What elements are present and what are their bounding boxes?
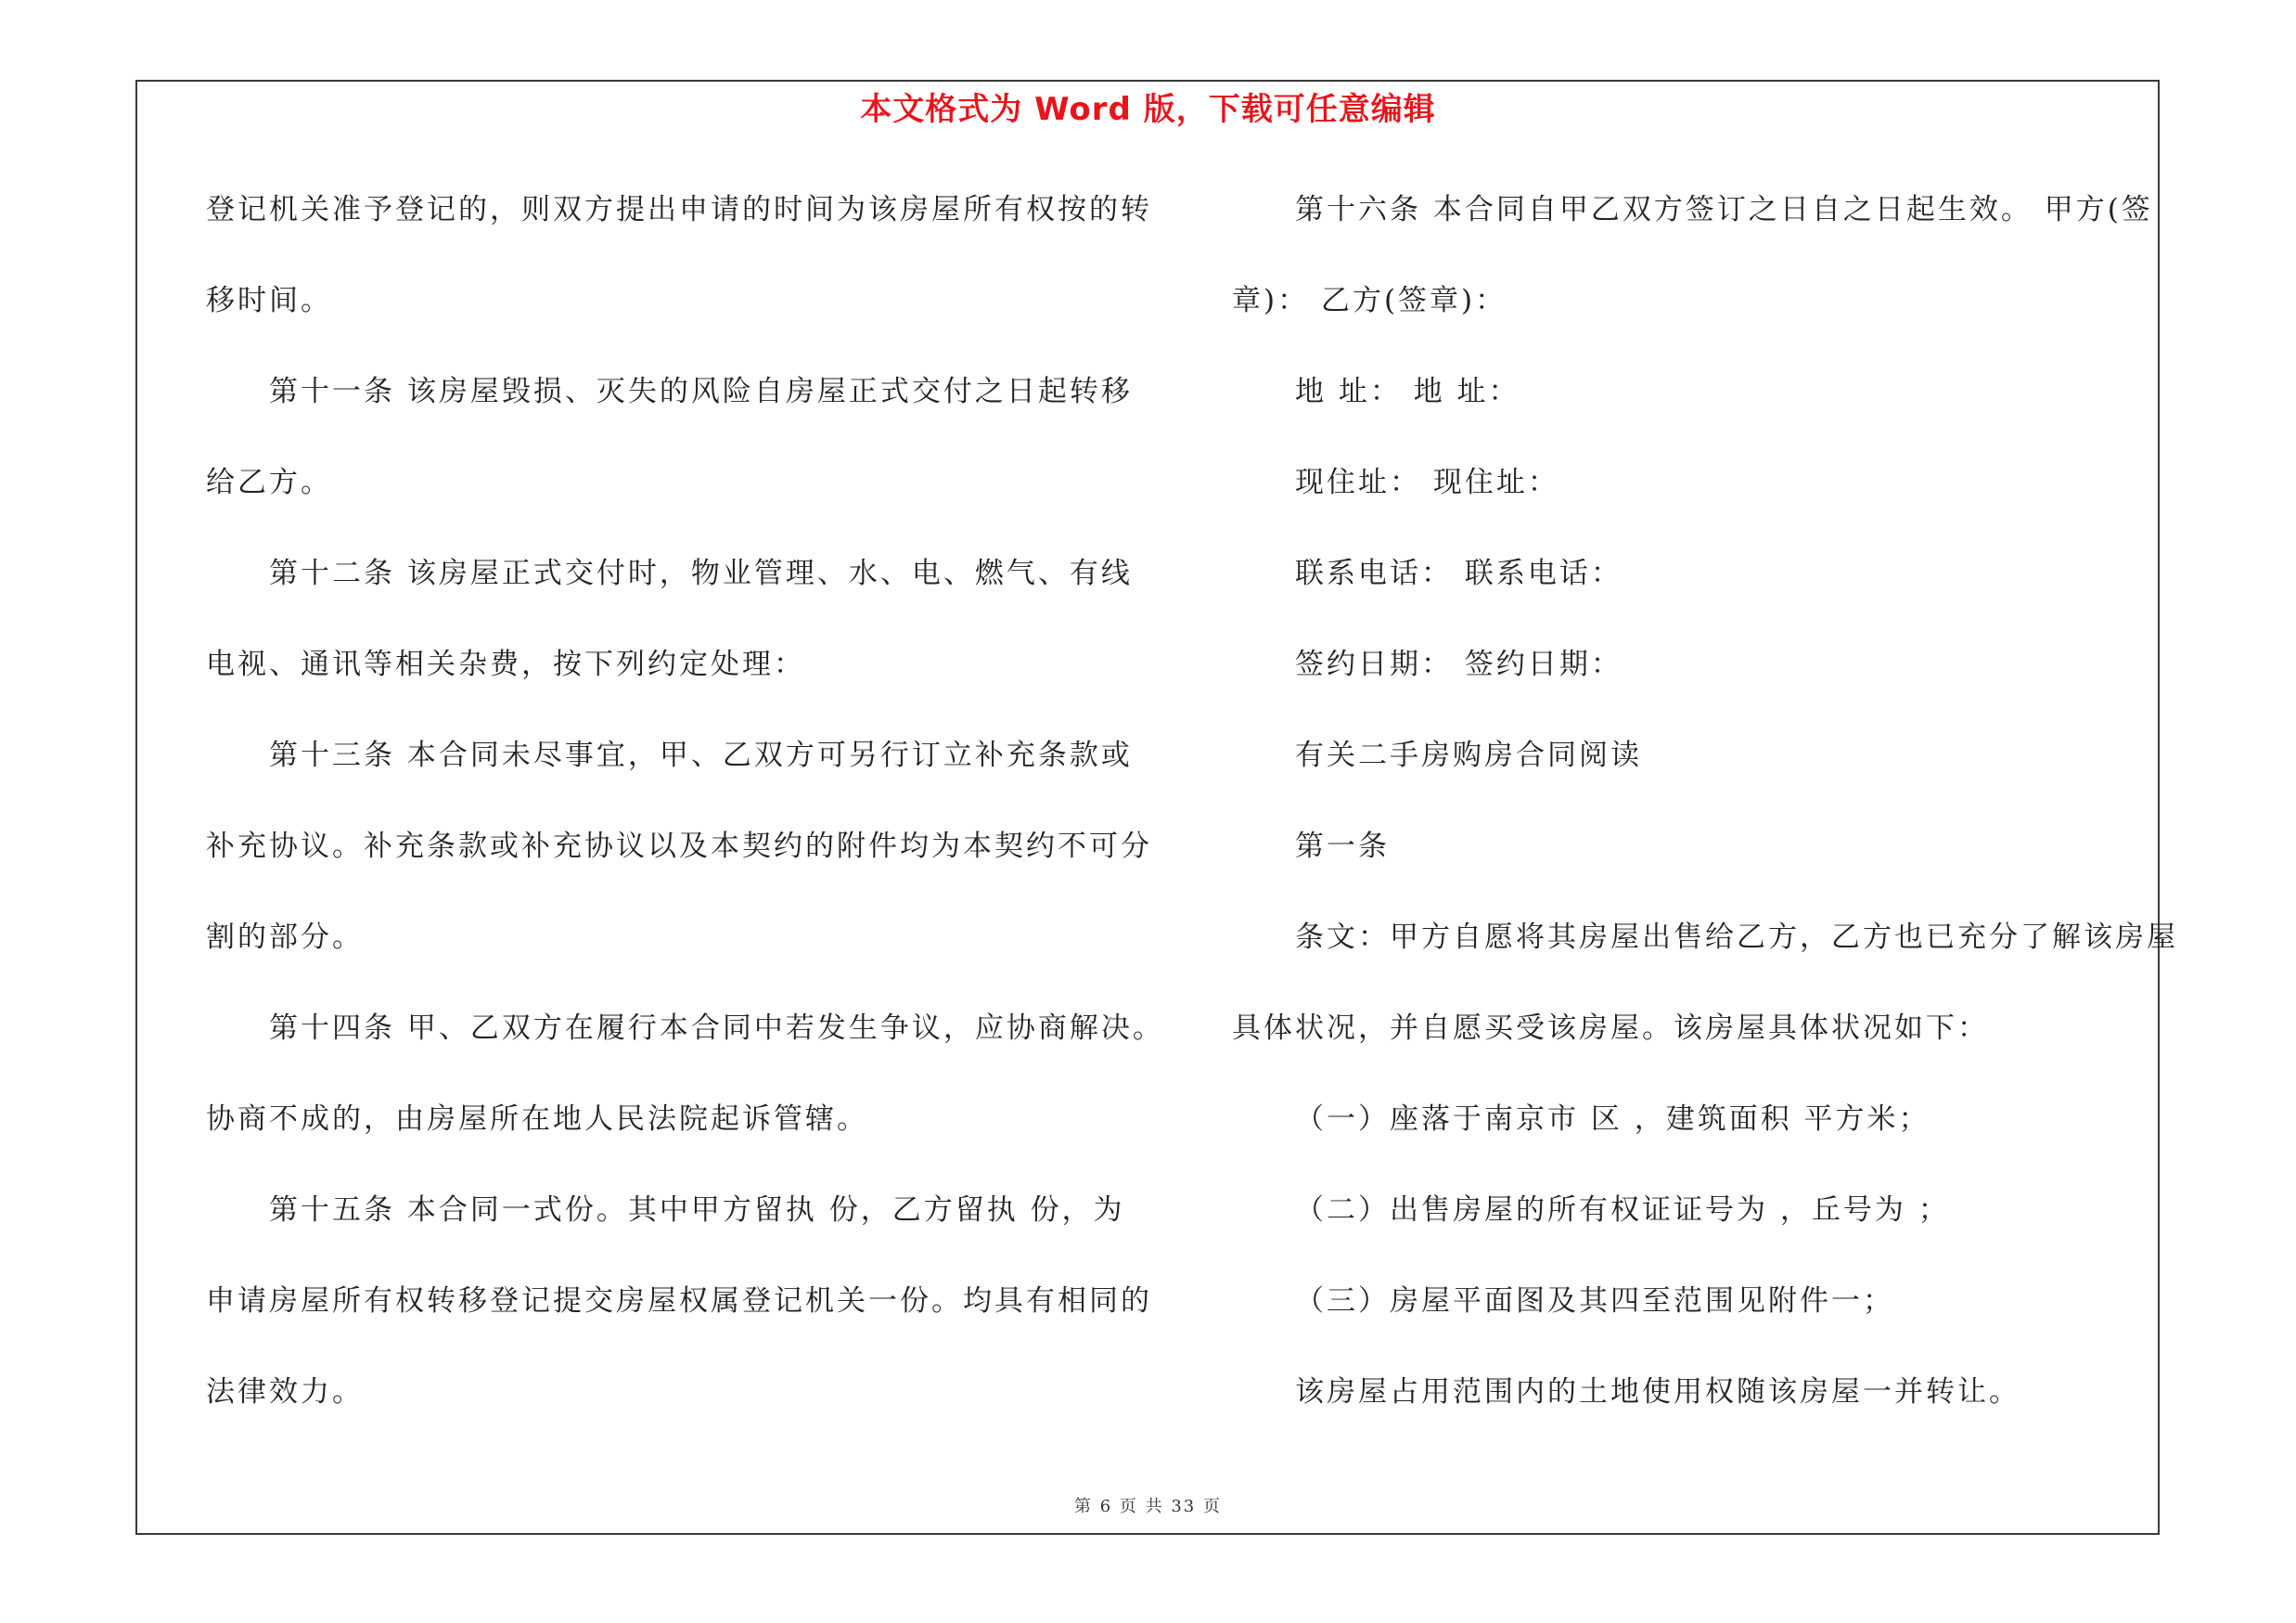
text-line: （三）房屋平面图及其四至范围见附件一； [1295,1284,1894,1318]
text-line: 该房屋占用范围内的土地使用权随该房屋一并转让。 [1295,1375,2020,1409]
text-line: 给乙方。 [206,466,332,499]
text-line: 补充协议。补充条款或补充协议以及本契约的附件均为本契约不可分 [206,830,1152,863]
text-line: 第一条 [1295,830,1390,863]
text-line: 第十二条 该房屋正式交付时，物业管理、水、电、燃气、有线 [269,557,1133,590]
text-line: 条文：甲方自愿将其房屋出售给乙方，乙方也已充分了解该房屋 [1295,921,2178,954]
text-line: 割的部分。 [206,921,364,954]
right-text-column [1232,182,2178,1455]
text-line: 地 址： 地 址： [1295,375,1520,408]
text-line: 第十三条 本合同未尽事宜，甲、乙双方可另行订立补充条款或 [269,739,1133,772]
text-line: 签约日期： 签约日期： [1295,648,1623,681]
text-line: 申请房屋所有权转移登记提交房屋权属登记机关一份。均具有相同的 [206,1284,1152,1318]
text-line: 第十六条 本合同自甲乙双方签订之日自之日起生效。 甲方(签 [1295,193,2153,226]
text-line: 协商不成的，由房屋所在地人民法院起诉管辖。 [206,1102,868,1136]
text-line: 电视、通讯等相关杂费，按下列约定处理： [206,648,805,681]
text-line: 有关二手房购房合同阅读 [1295,739,1642,772]
format-notice-banner: 本文格式为 Word 版，下载可任意编辑 [860,91,1436,128]
text-line: 登记机关准予登记的，则双方提出申请的时间为该房屋所有权按的转 [206,193,1152,226]
text-line: 第十四条 甲、乙双方在履行本合同中若发生争议，应协商解决。 [269,1011,1164,1045]
text-line: 具体状况，并自愿买受该房屋。该房屋具体状况如下： [1232,1011,1989,1045]
text-line: 法律效力。 [206,1375,364,1409]
page-number-footer: 第 6 页 共 33 页 [1074,1497,1222,1516]
text-line: 移时间。 [206,284,332,317]
text-line: 第十五条 本合同一式份。其中甲方留执 份，乙方留执 份，为 [269,1193,1125,1227]
left-text-column [206,182,1171,1455]
text-line: 现住址： 现住址： [1295,466,1559,499]
text-line: （一）座落于南京市 区 ，建筑面积 平方米； [1295,1102,1930,1136]
text-line: 章)： 乙方(签章)： [1232,284,1507,317]
text-line: （二）出售房屋的所有权证证号为 ，丘号为 ； [1295,1193,1950,1227]
text-line: 联系电话： 联系电话： [1295,557,1623,590]
text-line: 第十一条 该房屋毁损、灭失的风险自房屋正式交付之日起转移 [269,375,1133,408]
